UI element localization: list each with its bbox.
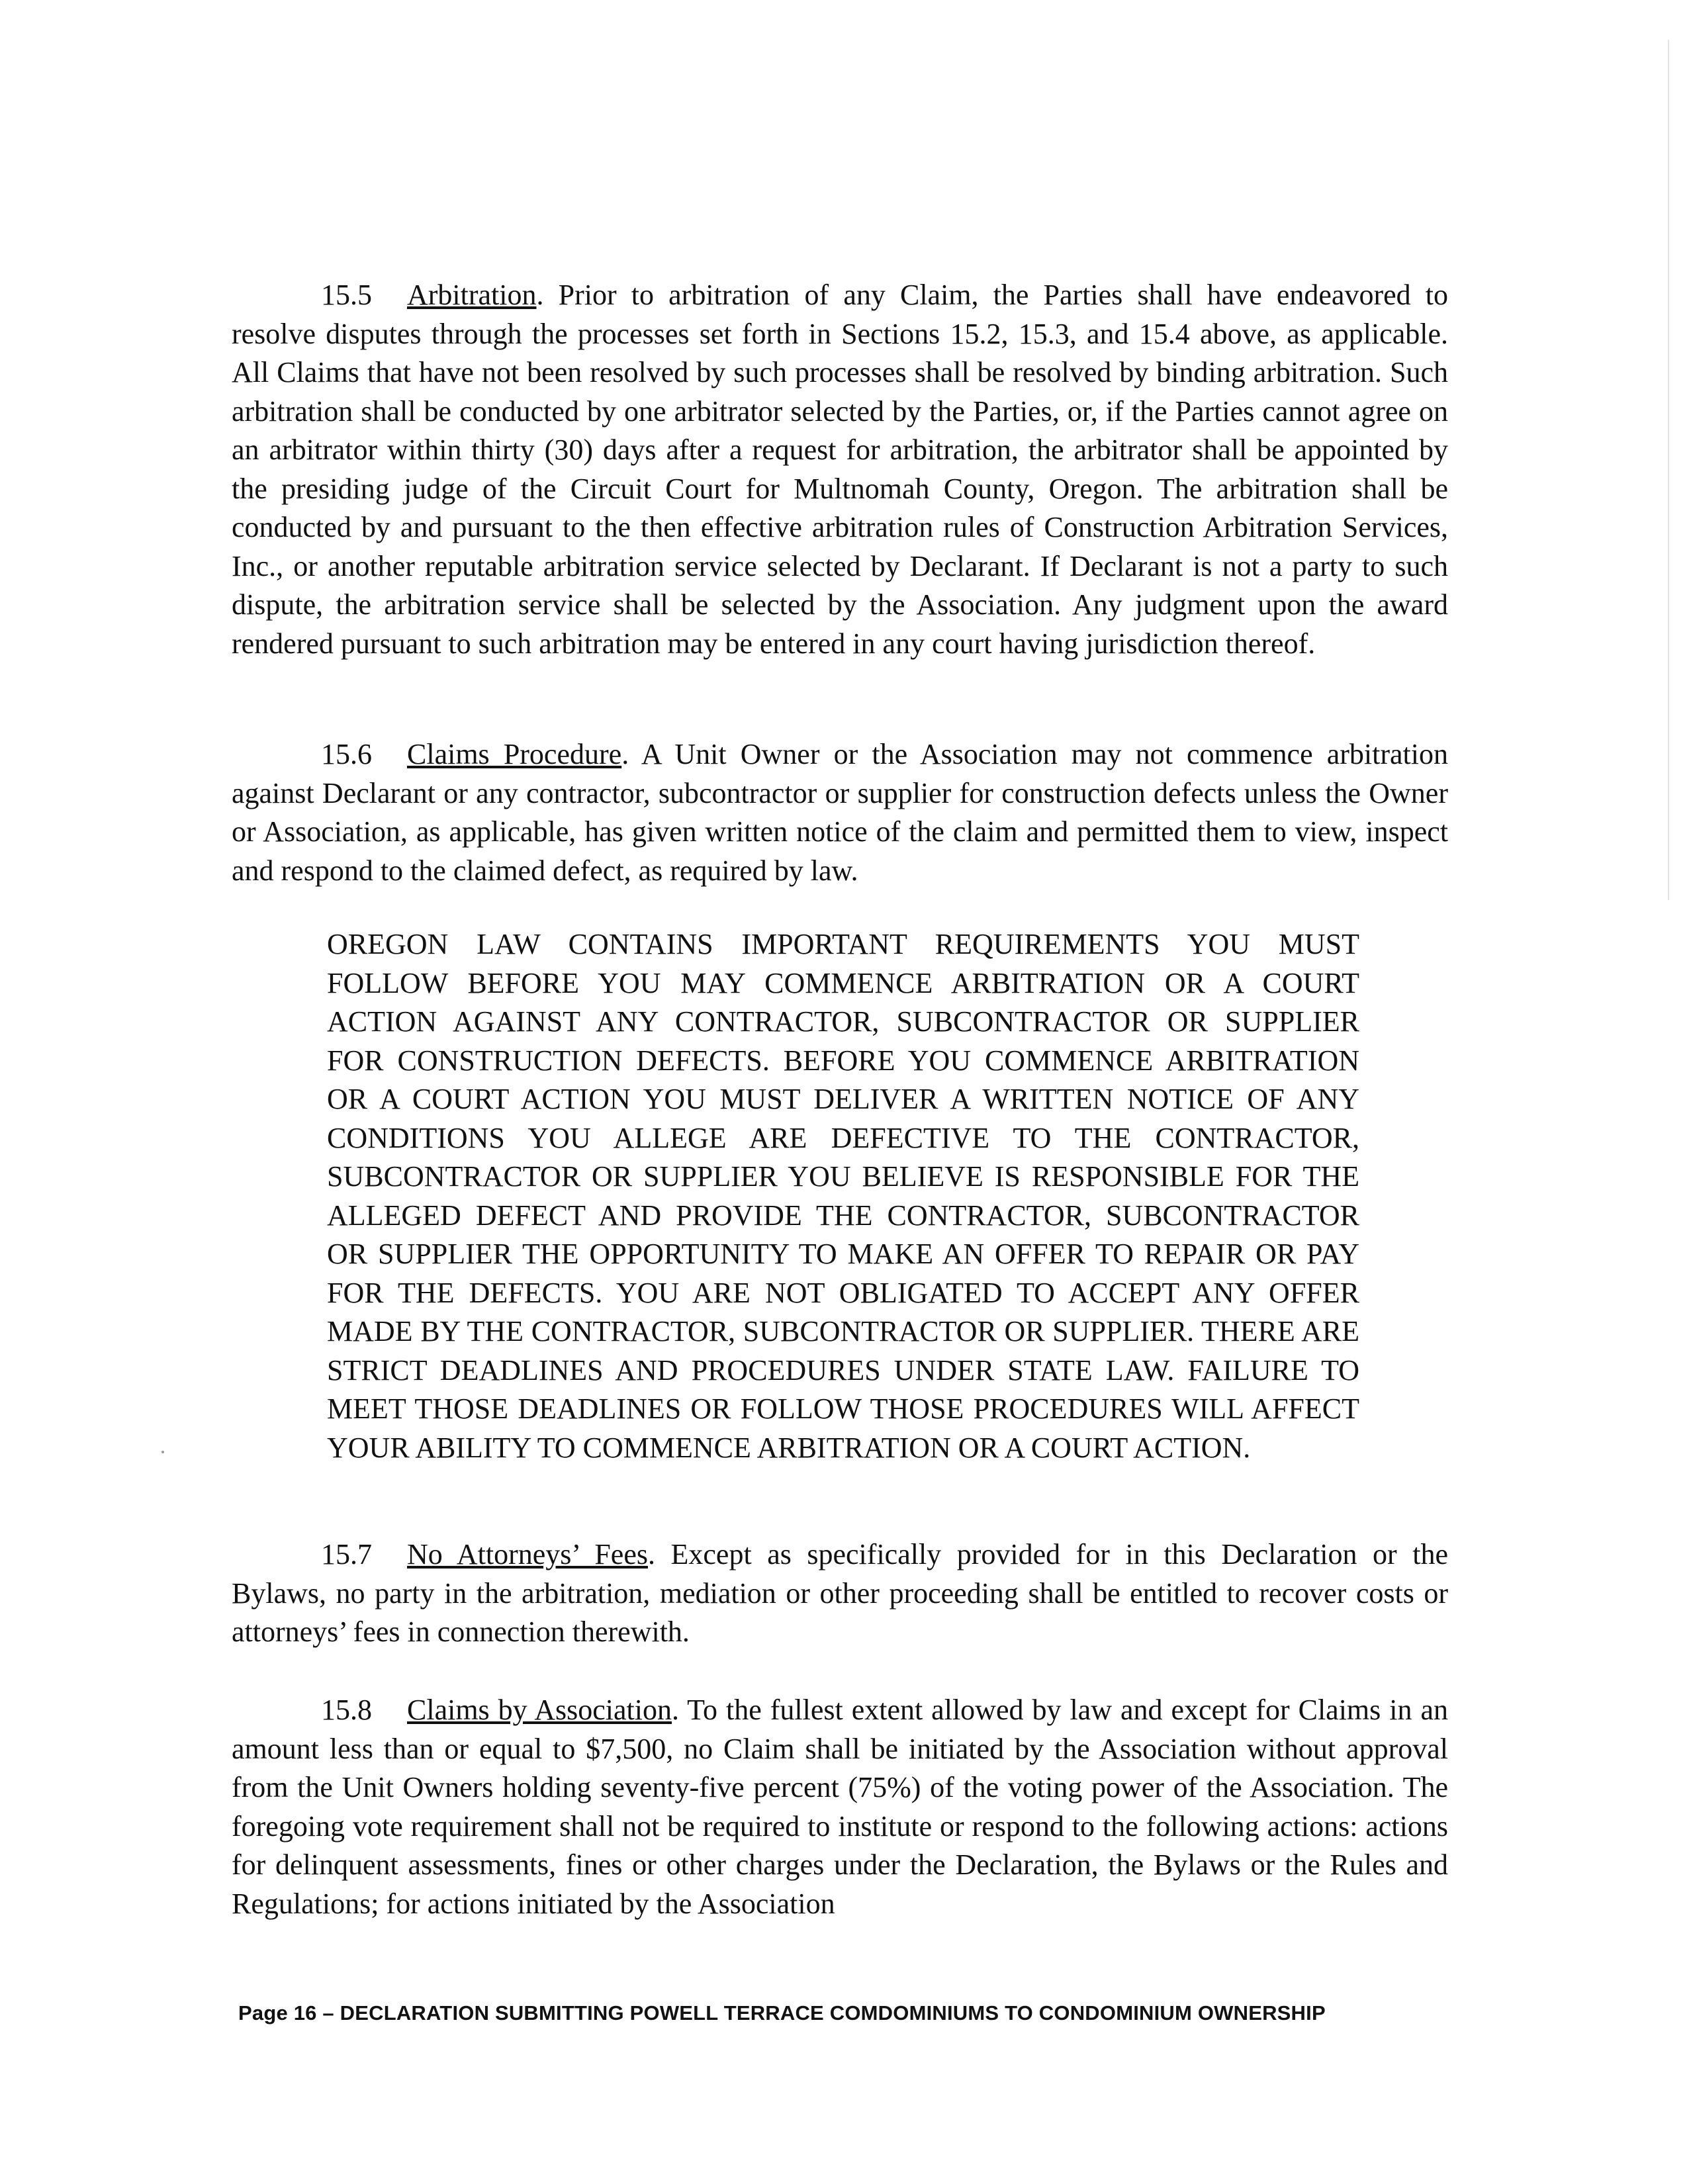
section-number: 15.5 xyxy=(321,279,372,311)
section-number: 15.7 xyxy=(321,1538,372,1570)
section-15-7 xyxy=(232,1535,1448,1652)
page-footer: Page 16 – DECLARATION SUBMITTING POWELL TERRACE COMDOMINIUMS TO CONDOMINIUM OWNERSHIP xyxy=(238,2001,1326,2025)
section-heading: Claims by Association xyxy=(407,1694,672,1726)
section-heading: Claims Procedure xyxy=(407,738,622,770)
section-heading: Arbitration xyxy=(407,279,537,311)
section-text: . To the fullest extent allowed by law and except for Claims in an amount less than or equal to $7,500, no Claim shall be initiated by the Association without approval from the Unit Owners holding seventy-five percent (75%) of the voting power of the Association. The foregoing vote requirement shall not be required to institute or respond to the following actions: actions for delinquent assessments, fines or other charges under the Declaration, the Bylaws or the Rules and Regulations; for actions initiated by the Association xyxy=(232,1694,1448,1920)
section-text: . Except as specifically provided for in this Declaration or the Bylaws, no party in the arbitration, mediation or other proceeding shall be entitled to recover costs or attorneys’ fees in connection therewith. xyxy=(232,1538,1448,1648)
section-number: 15.6 xyxy=(321,738,372,770)
section-heading: No Attorneys’ Fees xyxy=(407,1538,648,1570)
scan-speck xyxy=(161,1451,164,1453)
section-15-5 xyxy=(232,276,1448,663)
section-15-8 xyxy=(232,1691,1448,1923)
statutory-notice: OREGON LAW CONTAINS IMPORTANT REQUIREMENTS YOU MUST FOLLOW BEFORE YOU MAY COMMENCE ARBITRATION OR A COURT ACTION AGAINST ANY CONTRACTOR, SUBCONTRACTOR OR SUPPLIER FOR CONSTRUCTION DEFECTS. BEFORE YOU COMMENCE ARBITRATION OR A COURT ACTION YOU MUST DELIVER A WRITTEN NOTICE OF ANY CONDITIONS YOU ALLEGE ARE DEFECTIVE TO THE CONTRACTOR, SUBCONTRACTOR OR SUPPLIER YOU BELIEVE IS RESPONSIBLE FOR THE ALLEGED DEFECT AND PROVIDE THE CONTRACTOR, SUBCONTRACTOR OR SUPPLIER THE OPPORTUNITY TO MAKE AN OFFER TO REPAIR OR PAY FOR THE DEFECTS. YOU ARE NOT OBLIGATED TO ACCEPT ANY OFFER MADE BY THE CONTRACTOR, SUBCONTRACTOR OR SUPPLIER. THERE ARE STRICT DEADLINES AND PROCEDURES UNDER STATE LAW. FAILURE TO MEET THOSE DEADLINES OR FOLLOW THOSE PROCEDURES WILL AFFECT YOUR ABILITY TO COMMENCE ARBITRATION OR A COURT ACTION. xyxy=(327,928,1359,1464)
section-text: . A Unit Owner or the Association may not commence arbitration against Declarant or any contractor, subcontractor or supplier for construction defects unless the Owner or Association, as applicable, has given written notice of the claim and permitted them to view, inspect and respond to the claimed defect, as required by law. xyxy=(232,738,1448,887)
section-15-6 xyxy=(232,735,1448,890)
section-text: . Prior to arbitration of any Claim, the Parties shall have endeavored to resolve disputes through the processes set forth in Sections 15.2, 15.3, and 15.4 above, as applicable. All Claims that have not been resolved by such processes shall be resolved by binding arbitration. Such arbitration shall be conducted by one arbitrator selected by the Parties, or, if the Parties cannot agree on an arbitrator within thirty (30) days after a request for arbitration, the arbitrator shall be appointed by the presiding judge of the Circuit Court for Multnomah County, Oregon. The arbitration shall be conducted by and pursuant to the then effective arbitration rules of Construction Arbitration Services, Inc., or another reputable arbitration service selected by Declarant. If Declarant is not a party to such dispute, the arbitration service shall be selected by the Association. Any judgment upon the award rendered pursuant to such arbitration may be entered in any court having jurisdiction thereof. xyxy=(232,279,1448,660)
section-number: 15.8 xyxy=(321,1694,372,1726)
scan-edge-line xyxy=(1668,40,1669,900)
